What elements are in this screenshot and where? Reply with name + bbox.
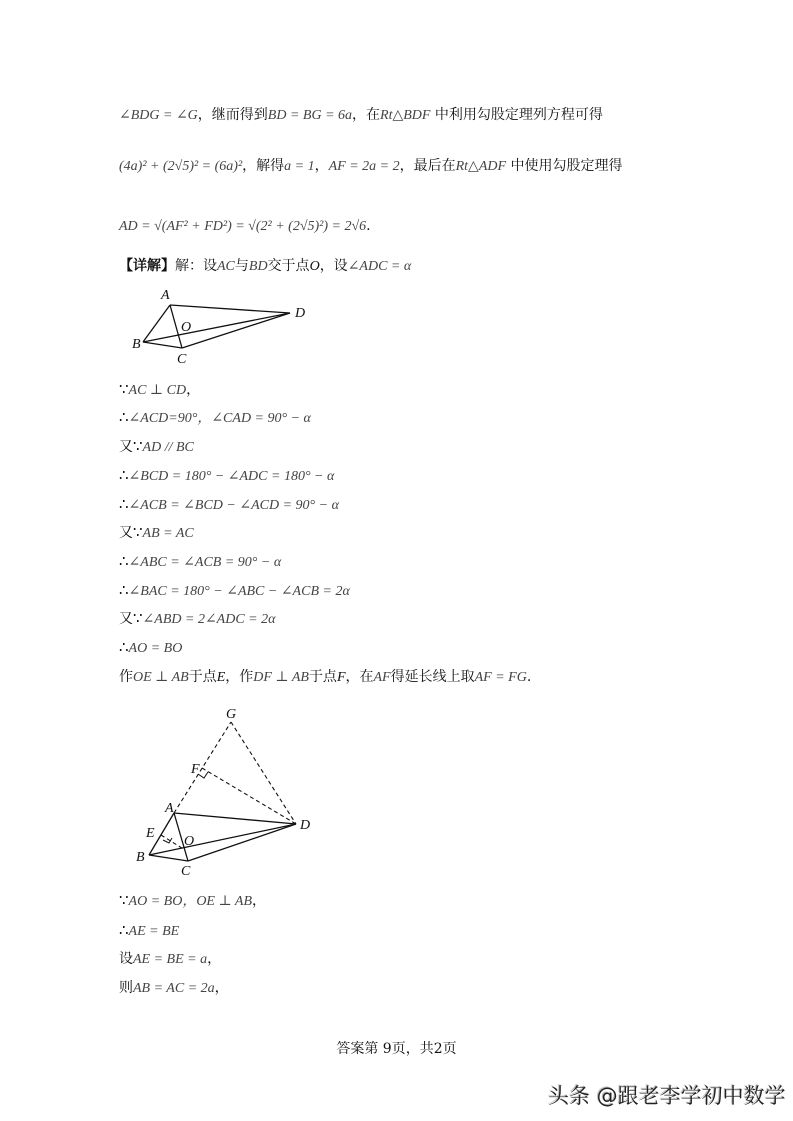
text: 则 — [119, 980, 133, 996]
math-expr: Rt△ADF — [455, 159, 507, 174]
because-symbol: ∵ — [119, 380, 129, 398]
math-expr: AB = AC = 2a — [133, 981, 215, 996]
figure-construction — [125, 700, 325, 880]
step-13 — [119, 920, 179, 942]
math-expr: AF = FG — [474, 670, 527, 685]
step-9 — [119, 608, 275, 630]
math-expr: O — [309, 259, 320, 274]
text: ， — [252, 893, 266, 909]
label-f: F — [191, 762, 200, 777]
math-expr: ∠BCD = 180° − ∠ADC = 180° − α — [128, 469, 335, 484]
text: ， — [186, 382, 201, 398]
because-symbol: ∵ — [133, 523, 143, 541]
text-line-detail — [119, 256, 411, 277]
text: . — [366, 218, 371, 234]
text: 交于点 — [267, 258, 310, 274]
therefore-symbol: ∴ — [119, 921, 129, 939]
because-symbol: ∵ — [133, 609, 143, 627]
step-5 — [119, 494, 339, 516]
label-e: E — [146, 826, 155, 841]
step-8 — [119, 580, 350, 602]
math-expr: AO = BO — [128, 641, 183, 656]
math-expr: AC ⊥ CD — [128, 383, 187, 398]
page-footer: 答案第 9页，共2页 — [336, 1041, 457, 1057]
label-b: B — [136, 850, 145, 865]
text: 作 — [119, 669, 133, 685]
text: ，继而得到 — [197, 107, 268, 123]
step-7 — [119, 551, 281, 573]
text: ，在 — [352, 107, 381, 123]
math-expr: (4a)² + (2√5)² = (6a)² — [119, 159, 243, 174]
therefore-symbol: ∴ — [119, 408, 129, 426]
math-expr: ∠ABC = ∠ACB = 90° − α — [128, 555, 282, 570]
step-2 — [119, 407, 311, 429]
label-d: D — [295, 306, 306, 321]
step-construction — [119, 667, 531, 688]
figure-quadrilateral-abcd — [125, 285, 325, 370]
math-expr: AD = √(AF² + FD²) = √(2² + (2√5)²) = 2√6 — [119, 219, 367, 234]
math-expr: ∠ADC = α — [347, 259, 412, 274]
label-b: B — [132, 337, 141, 352]
math-expr: ∠BDG = ∠G — [119, 108, 198, 123]
step-6 — [119, 522, 194, 544]
text: 设 — [119, 951, 133, 967]
text: 中利用勾股定理列方程可得 — [430, 107, 603, 123]
math-expr: AO = BO，OE ⊥ AB — [128, 894, 252, 909]
label-o: O — [184, 834, 195, 849]
step-10 — [119, 637, 182, 659]
text: ，最后在 — [399, 158, 456, 174]
text: ， — [214, 980, 229, 996]
step-15 — [119, 978, 229, 999]
because-symbol: ∵ — [133, 437, 143, 455]
text: 又 — [119, 525, 133, 541]
label-g: G — [226, 707, 237, 722]
text: 解：设 — [175, 258, 217, 274]
text: 与 — [234, 258, 249, 274]
text: 又 — [119, 439, 133, 455]
therefore-symbol: ∴ — [119, 552, 129, 570]
math-expr: BD = BG = 6a — [267, 108, 353, 123]
math-expr: BD — [248, 259, 268, 274]
text-line-1 — [119, 105, 603, 126]
watermark: 头条 @跟老李学初中数学 — [548, 1084, 786, 1108]
text: 于点 — [188, 669, 217, 685]
label-a: A — [165, 801, 174, 816]
therefore-symbol: ∴ — [119, 466, 129, 484]
text: ， — [207, 951, 222, 967]
math-expr: F — [336, 670, 346, 685]
math-expr: a = 1 — [284, 159, 315, 174]
step-3 — [119, 436, 194, 458]
math-expr: AE = BE = a — [133, 952, 208, 967]
math-expr: E — [216, 670, 226, 685]
label-o: O — [181, 320, 192, 335]
text: 于点 — [308, 669, 337, 685]
therefore-symbol: ∴ — [119, 495, 129, 513]
math-expr: AB = AC — [142, 526, 194, 541]
math-expr: AE = BE — [128, 924, 180, 939]
text: ，解得 — [242, 158, 285, 174]
math-expr: ∠BAC = 180° − ∠ABC − ∠ACB = 2α — [128, 584, 350, 599]
step-12 — [119, 890, 266, 912]
math-expr: ∠ABD = 2∠ADC = 2α — [142, 612, 276, 627]
step-1 — [119, 379, 200, 401]
text-line-3 — [119, 216, 371, 237]
math-expr: OE ⊥ AB — [133, 670, 189, 685]
text: 又 — [119, 611, 133, 627]
math-expr: AF — [373, 670, 391, 685]
text: ， — [314, 158, 329, 174]
label-d: D — [300, 818, 311, 833]
math-expr: AD // BC — [142, 440, 194, 455]
math-expr: DF ⊥ AB — [253, 670, 309, 685]
step-14 — [119, 949, 221, 970]
text-line-2 — [119, 156, 622, 177]
because-symbol: ∵ — [119, 891, 129, 909]
therefore-symbol: ∴ — [119, 581, 129, 599]
text: ，在 — [345, 669, 374, 685]
text: ，设 — [319, 258, 348, 274]
math-expr: AC — [217, 259, 235, 274]
section-tag: 【详解】 — [119, 258, 175, 274]
math-expr: Rt△BDF — [380, 108, 431, 123]
step-4 — [119, 465, 334, 487]
text: . — [526, 669, 532, 685]
math-expr: AF = 2a = 2 — [328, 159, 400, 174]
text: ，作 — [225, 669, 254, 685]
label-c: C — [177, 352, 187, 367]
math-expr: ∠ACB = ∠BCD − ∠ACD = 90° − α — [128, 498, 339, 513]
text: 得延长线上取 — [390, 669, 475, 685]
text: 中使用勾股定理得 — [506, 158, 623, 174]
label-c: C — [181, 864, 191, 879]
math-expr: ∠ACD=90°，∠CAD = 90° − α — [128, 411, 311, 426]
therefore-symbol: ∴ — [119, 638, 129, 656]
label-a: A — [161, 288, 170, 303]
